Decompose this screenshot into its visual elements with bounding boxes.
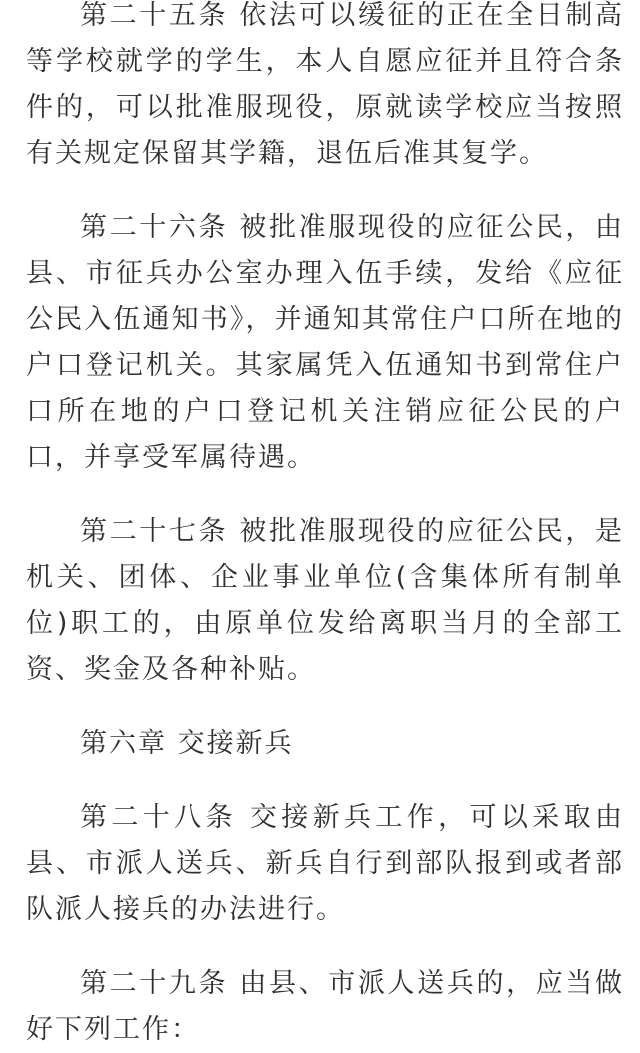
chapter-6-heading: 第六章 交接新兵 <box>80 728 294 759</box>
article-27-paragraph: 第二十七条 被批准服现役的应征公民，是机关、团体、企业事业单位(含集体所有制单位)职工的，由原单位发给离职当月的全部工资、奖金及各种补贴。 <box>26 516 624 685</box>
paragraph-spacer <box>26 693 624 721</box>
paragraph-spacer <box>26 481 624 509</box>
article-25-paragraph: 第二十五条 依法可以缓征的正在全日制高等学校就学的学生，本人自愿应征并且符合条件的，可以批准服现役，原就读学校应当按照有关规定保留其学籍，退伍后准其复学。 <box>26 0 624 169</box>
paragraph-spacer <box>26 177 624 205</box>
paragraph-spacer <box>26 933 624 961</box>
article-28-paragraph: 第二十八条 交接新兵工作，可以采取由县、市派人送兵、新兵自行到部队报到或者部队派人接兵的办法进行。 <box>26 802 624 925</box>
paragraph-spacer <box>26 767 624 795</box>
article-29-paragraph: 第二十九条 由县、市派人送兵的，应当做好下列工作： <box>26 968 624 1045</box>
article-26-paragraph: 第二十六条 被批准服现役的应征公民，由县、市征兵办公室办理入伍手续，发给《应征公民入伍通知书》，并通知其常住户口所在地的户口登记机关。其家属凭入伍通知书到常住户口所在地的户口登记机关注销应征公民的户口，并享受军属待遇。 <box>26 212 624 473</box>
